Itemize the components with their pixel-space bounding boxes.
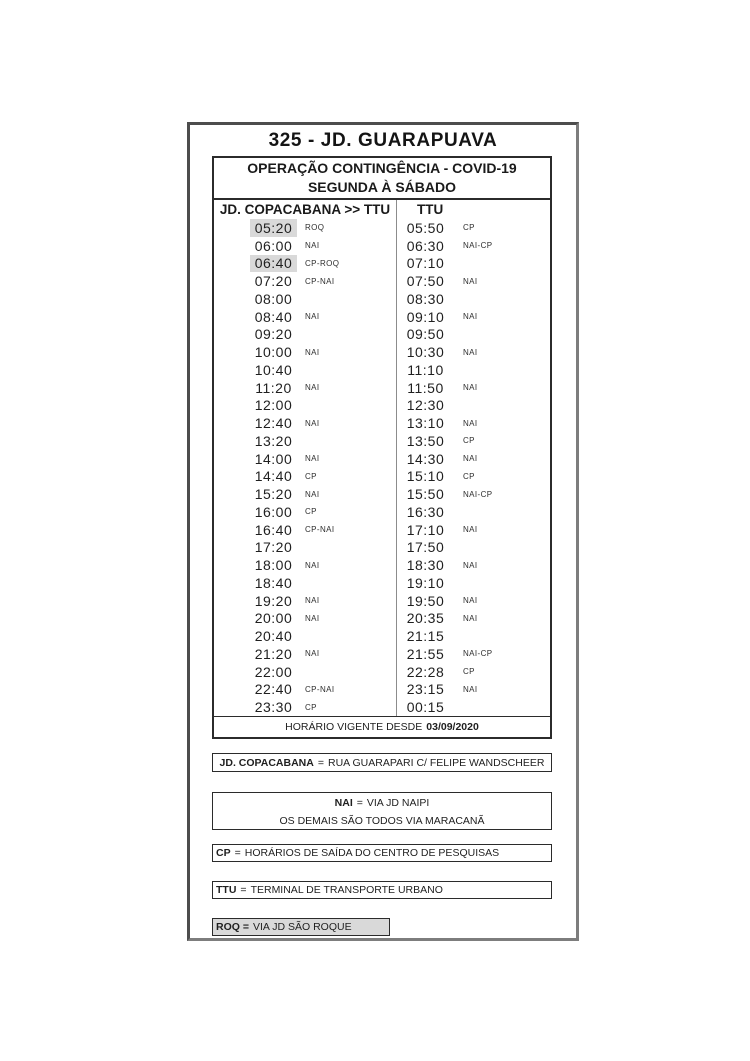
schedule-row bbox=[397, 290, 550, 308]
timetable bbox=[212, 200, 552, 739]
schedule-row bbox=[214, 414, 396, 432]
schedule-row bbox=[214, 397, 396, 415]
legend-ttu bbox=[212, 881, 552, 899]
route-variant-code: NAI-CP bbox=[463, 241, 493, 251]
route-variant-code: CP bbox=[305, 702, 317, 712]
route-variant-code: CP bbox=[463, 667, 475, 677]
departure-time: 19:20 bbox=[254, 592, 293, 609]
legend-definition: TERMINAL DE TRANSPORTE URBANO bbox=[250, 884, 443, 896]
departure-time: 08:00 bbox=[254, 290, 293, 307]
departure-time: 17:10 bbox=[406, 521, 445, 538]
schedule-row bbox=[397, 556, 550, 574]
schedule-row bbox=[214, 272, 396, 290]
departure-time: 05:20 bbox=[250, 219, 297, 237]
route-variant-code: NAI bbox=[305, 241, 320, 251]
departure-time: 13:20 bbox=[254, 432, 293, 449]
route-variant-code: NAI bbox=[305, 489, 320, 499]
equals-sign: = bbox=[234, 847, 241, 859]
route-variant-code: NAI bbox=[463, 613, 478, 623]
legend-term: ROQ = bbox=[216, 921, 249, 933]
departure-time: 17:20 bbox=[254, 539, 293, 556]
route-variant-code: ROQ bbox=[305, 223, 325, 233]
schedule-row bbox=[397, 326, 550, 344]
departure-time: 19:10 bbox=[406, 574, 445, 591]
schedule-row bbox=[397, 255, 550, 273]
validity-date: 03/09/2020 bbox=[426, 721, 479, 733]
schedule-document bbox=[187, 122, 579, 941]
legend-definition: RUA GUARAPARI C/ FELIPE WANDSCHEER bbox=[327, 756, 545, 769]
departure-time: 07:10 bbox=[406, 255, 445, 272]
schedule-row bbox=[214, 219, 396, 237]
schedule-row bbox=[397, 361, 550, 379]
route-variant-code: CP-NAI bbox=[305, 684, 335, 694]
departure-time: 06:00 bbox=[254, 237, 293, 254]
departure-time: 12:00 bbox=[254, 397, 293, 414]
schedule-row bbox=[214, 663, 396, 681]
legend-definition: HORÁRIOS DE SAÍDA DO CENTRO DE PESQUISAS bbox=[244, 847, 500, 859]
column-header-ttu: TTU bbox=[417, 202, 444, 217]
schedule-row bbox=[214, 290, 396, 308]
schedule-row bbox=[214, 681, 396, 699]
departure-time: 06:30 bbox=[406, 237, 445, 254]
departure-time: 23:30 bbox=[254, 699, 293, 716]
schedule-row bbox=[397, 468, 550, 486]
departure-time: 08:40 bbox=[254, 308, 293, 325]
departure-time: 23:15 bbox=[406, 681, 445, 698]
departure-time: 07:20 bbox=[254, 273, 293, 290]
equals-sign: = bbox=[240, 884, 247, 896]
column-jd-copacabana bbox=[214, 200, 396, 716]
route-variant-code: NAI bbox=[305, 596, 320, 606]
schedule-row bbox=[397, 308, 550, 326]
route-variant-code: CP bbox=[305, 471, 317, 481]
route-variant-code: NAI bbox=[305, 383, 320, 393]
departure-time: 16:30 bbox=[406, 503, 445, 520]
departure-time: 20:40 bbox=[254, 628, 293, 645]
departure-time: 20:35 bbox=[406, 610, 445, 627]
departure-time: 14:00 bbox=[254, 450, 293, 467]
schedule-row bbox=[397, 343, 550, 361]
schedule-row bbox=[397, 450, 550, 468]
departure-time: 09:20 bbox=[254, 326, 293, 343]
schedule-row bbox=[397, 237, 550, 255]
schedule-row bbox=[214, 574, 396, 592]
route-title: 325 - JD. GUARAPUAVA bbox=[268, 130, 498, 151]
departure-time: 15:50 bbox=[406, 486, 445, 503]
departure-time: 16:40 bbox=[254, 521, 293, 538]
departure-time: 21:15 bbox=[406, 628, 445, 645]
schedule-row bbox=[397, 574, 550, 592]
departure-time: 10:30 bbox=[406, 344, 445, 361]
schedule-row bbox=[397, 698, 550, 716]
departure-time: 05:50 bbox=[406, 219, 445, 236]
route-variant-code: NAI bbox=[463, 276, 478, 286]
route-variant-code: CP bbox=[463, 223, 475, 233]
route-variant-code: NAI bbox=[305, 454, 320, 464]
departures-ttu bbox=[397, 219, 550, 716]
schedule-row bbox=[397, 379, 550, 397]
schedule-row bbox=[214, 326, 396, 344]
schedule-row bbox=[214, 450, 396, 468]
column-ttu bbox=[396, 200, 550, 716]
schedule-row bbox=[397, 681, 550, 699]
departure-time: 12:30 bbox=[406, 397, 445, 414]
route-variant-code: CP bbox=[463, 471, 475, 481]
departure-time: 22:40 bbox=[254, 681, 293, 698]
departure-time: 14:40 bbox=[254, 468, 293, 485]
schedule-row bbox=[214, 645, 396, 663]
departure-time: 22:28 bbox=[406, 663, 445, 680]
departure-time: 21:55 bbox=[406, 645, 445, 662]
legend-definition: VIA JD NAIPI bbox=[366, 797, 430, 809]
departure-time: 09:50 bbox=[406, 326, 445, 343]
schedule-row bbox=[214, 379, 396, 397]
route-variant-code: NAI bbox=[305, 613, 320, 623]
route-variant-code: CP bbox=[463, 436, 475, 446]
departure-time: 07:50 bbox=[406, 273, 445, 290]
operation-line: OPERAÇÃO CONTINGÊNCIA - COVID-19 bbox=[247, 160, 517, 176]
legend-jd-copacabana bbox=[212, 753, 552, 772]
schedule-row bbox=[214, 485, 396, 503]
departure-time: 22:00 bbox=[254, 663, 293, 680]
departure-time: 14:30 bbox=[406, 450, 445, 467]
departure-time: 11:20 bbox=[255, 379, 292, 396]
legend-nai bbox=[212, 792, 552, 830]
legend-extra-note: OS DEMAIS SÃO TODOS VIA MARACANÃ bbox=[279, 815, 485, 827]
route-variant-code: CP-NAI bbox=[305, 276, 335, 286]
schedule-row bbox=[214, 237, 396, 255]
route-variant-code: CP-NAI bbox=[305, 525, 335, 535]
schedule-row bbox=[397, 539, 550, 557]
schedule-row bbox=[214, 698, 396, 716]
route-variant-code: NAI bbox=[463, 347, 478, 357]
operation-notice-box bbox=[212, 156, 552, 200]
route-variant-code: NAI bbox=[463, 525, 478, 535]
route-variant-code: NAI-CP bbox=[463, 649, 493, 659]
departure-time: 11:50 bbox=[407, 379, 444, 396]
equals-sign: = bbox=[317, 756, 324, 769]
departure-time: 12:40 bbox=[254, 415, 293, 432]
departure-time: 00:15 bbox=[406, 699, 445, 716]
route-variant-code: NAI-CP bbox=[463, 489, 493, 499]
schedule-row bbox=[397, 521, 550, 539]
departure-time: 10:00 bbox=[254, 344, 293, 361]
legend-term: NAI bbox=[334, 797, 353, 809]
schedule-row bbox=[397, 503, 550, 521]
departure-time: 19:50 bbox=[406, 592, 445, 609]
route-variant-code: NAI bbox=[463, 560, 478, 570]
legend-term: CP bbox=[216, 847, 231, 859]
departure-time: 06:40 bbox=[250, 255, 297, 273]
schedule-row bbox=[214, 503, 396, 521]
validity-note bbox=[214, 716, 550, 737]
schedule-row bbox=[214, 361, 396, 379]
route-variant-code: CP-ROQ bbox=[305, 258, 340, 268]
schedule-row bbox=[397, 485, 550, 503]
route-variant-code: NAI bbox=[305, 649, 320, 659]
departure-time: 18:00 bbox=[254, 557, 293, 574]
departure-time: 21:20 bbox=[254, 645, 293, 662]
departure-time: 18:40 bbox=[254, 574, 293, 591]
schedule-row bbox=[214, 432, 396, 450]
departure-time: 17:50 bbox=[406, 539, 445, 556]
schedule-row bbox=[214, 539, 396, 557]
route-variant-code: NAI bbox=[463, 312, 478, 322]
schedule-row bbox=[214, 468, 396, 486]
route-variant-code: NAI bbox=[305, 347, 320, 357]
schedule-row bbox=[397, 414, 550, 432]
route-variant-code: NAI bbox=[463, 383, 478, 393]
schedule-row bbox=[397, 219, 550, 237]
schedule-row bbox=[397, 645, 550, 663]
column-header-jd-copacabana: JD. COPACABANA >> TTU bbox=[219, 202, 391, 217]
route-variant-code: CP bbox=[305, 507, 317, 517]
route-variant-code: NAI bbox=[305, 418, 320, 428]
schedule-row bbox=[214, 308, 396, 326]
legend-roq bbox=[212, 918, 390, 936]
legend-term: TTU bbox=[216, 884, 237, 896]
departure-time: 18:30 bbox=[406, 557, 445, 574]
schedule-row bbox=[214, 343, 396, 361]
validity-prefix: HORÁRIO VIGENTE DESDE bbox=[285, 721, 423, 733]
departure-time: 15:20 bbox=[254, 486, 293, 503]
departure-time: 15:10 bbox=[406, 468, 445, 485]
departure-time: 16:00 bbox=[254, 503, 293, 520]
equals-sign: = bbox=[242, 921, 249, 933]
schedule-row bbox=[397, 272, 550, 290]
departure-time: 10:40 bbox=[254, 361, 293, 378]
schedule-row bbox=[397, 397, 550, 415]
equals-sign: = bbox=[356, 797, 363, 809]
departure-time: 08:30 bbox=[406, 290, 445, 307]
schedule-row bbox=[214, 255, 396, 273]
schedule-row bbox=[214, 521, 396, 539]
schedule-row bbox=[214, 556, 396, 574]
route-variant-code: NAI bbox=[463, 454, 478, 464]
route-variant-code: NAI bbox=[463, 684, 478, 694]
schedule-row bbox=[397, 592, 550, 610]
schedule-row bbox=[214, 627, 396, 645]
schedule-row bbox=[397, 627, 550, 645]
departure-time: 13:10 bbox=[406, 415, 445, 432]
route-variant-code: NAI bbox=[305, 312, 320, 322]
schedule-row bbox=[214, 592, 396, 610]
departure-time: 11:10 bbox=[407, 361, 444, 378]
departure-time: 20:00 bbox=[254, 610, 293, 627]
schedule-row bbox=[214, 610, 396, 628]
route-variant-code: NAI bbox=[305, 560, 320, 570]
days-line: SEGUNDA À SÁBADO bbox=[307, 179, 457, 195]
route-variant-code: NAI bbox=[463, 418, 478, 428]
legend-cp bbox=[212, 844, 552, 862]
departures-jd-copacabana bbox=[214, 219, 396, 716]
legend-definition: VIA JD SÃO ROQUE bbox=[252, 921, 352, 933]
schedule-row bbox=[397, 663, 550, 681]
legend-term: JD. COPACABANA bbox=[219, 756, 314, 769]
schedule-row bbox=[397, 610, 550, 628]
departure-time: 13:50 bbox=[406, 432, 445, 449]
route-variant-code: NAI bbox=[463, 596, 478, 606]
departure-time: 09:10 bbox=[406, 308, 445, 325]
schedule-row bbox=[397, 432, 550, 450]
